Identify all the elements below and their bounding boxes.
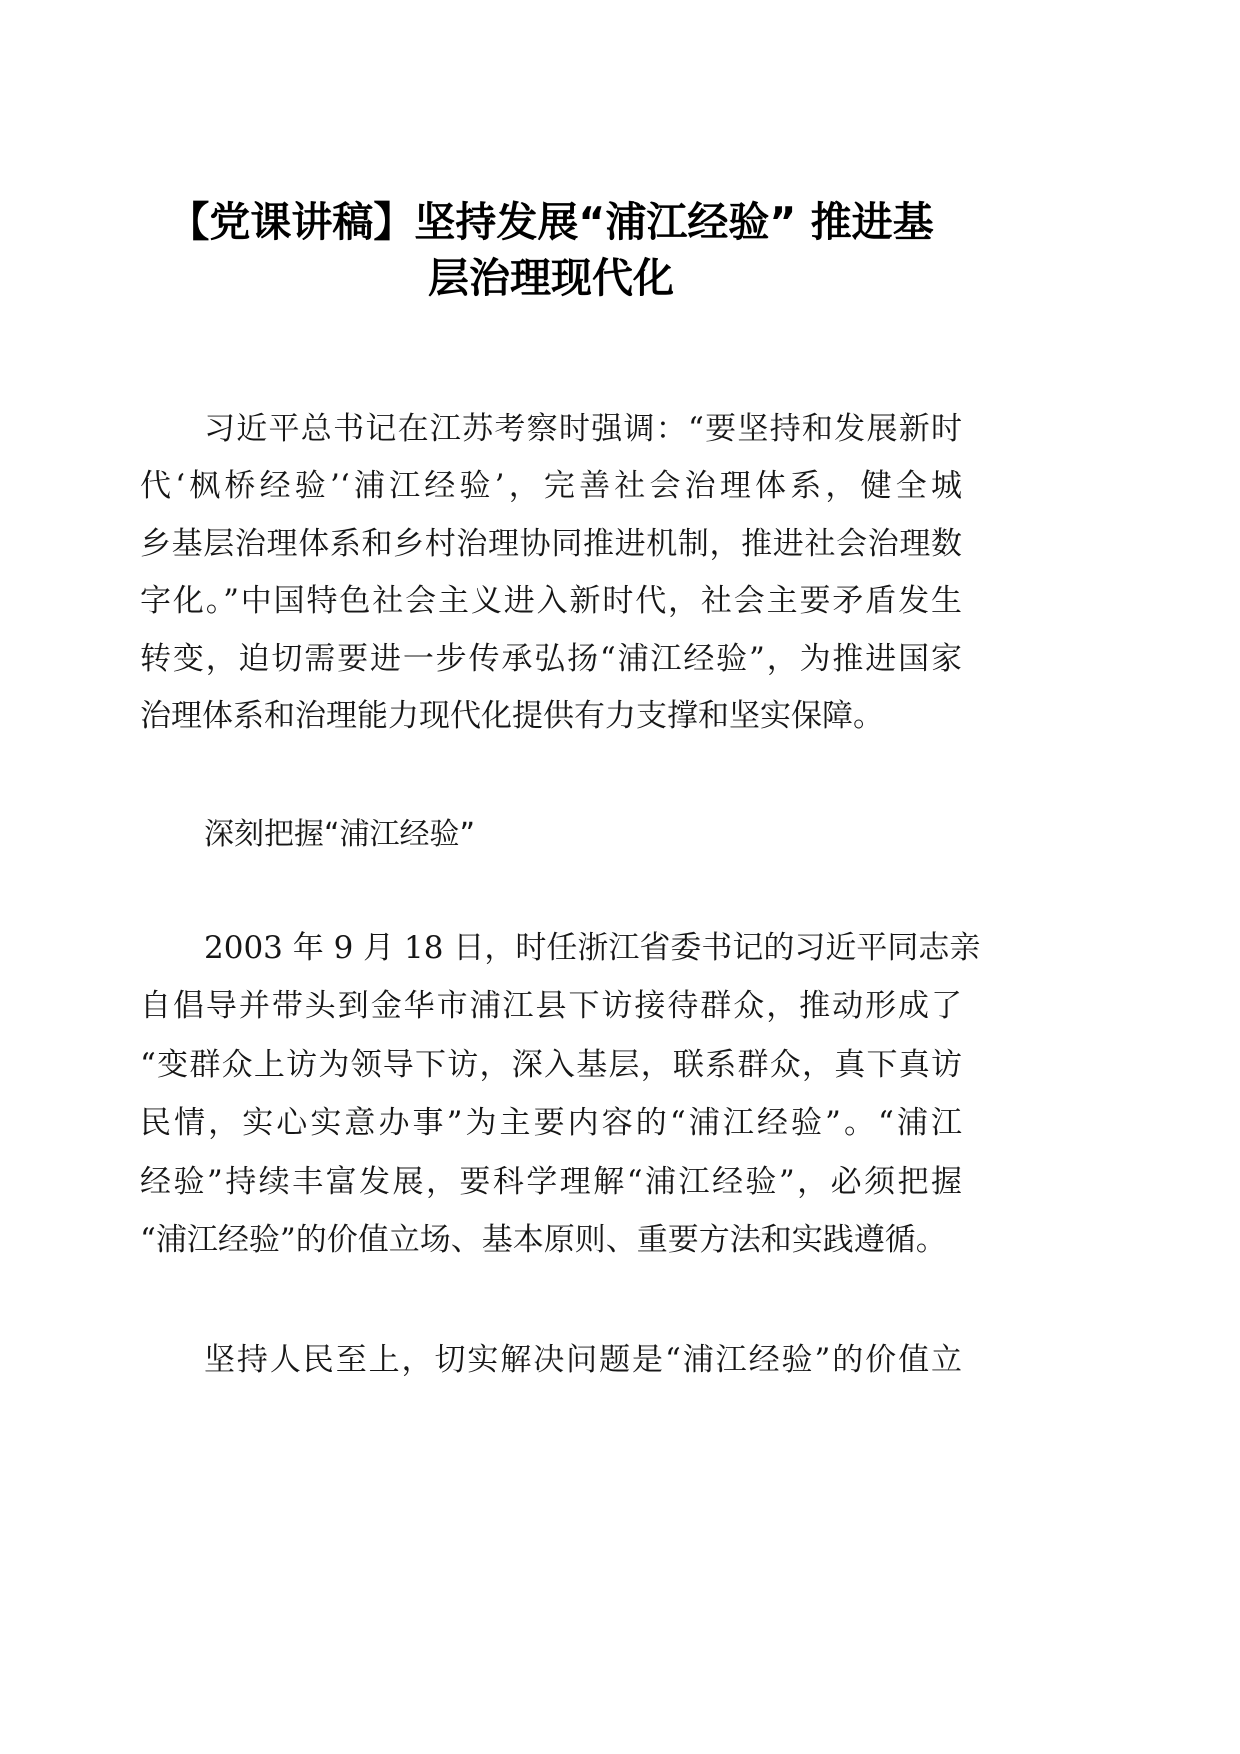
paragraph-line: 坚持人民至上，切实解决问题是“浦江经验”的价值立 <box>204 1342 962 1378</box>
paragraph-line: 经验”持续丰富发展，要科学理解“浦江经验”，必须把握 <box>140 1163 962 1200</box>
intro-paragraph <box>140 401 962 745</box>
title-line: 层治理现代化 <box>428 254 674 302</box>
paragraph-line: 转变，迫切需要进一步传承弘扬“浦江经验”，为推进国家 <box>140 640 962 677</box>
title-line: 【党课讲稿】坚持发展“浦江经验” 推进基 <box>168 198 934 246</box>
paragraph-line: 乡基层治理体系和乡村治理协同推进机制，推进社会治理数 <box>140 525 962 562</box>
paragraph-line: 代‘枫桥经验’‘浦江经验’，完善社会治理体系，健全城 <box>140 468 962 505</box>
paragraph-line: 自倡导并带头到金华市浦江县下访接待群众，推动形成了 <box>140 988 962 1025</box>
paragraph-line: “变群众上访为领导下访，深入基层，联系群众，真下真访 <box>140 1046 962 1083</box>
paragraph-line: 2003 年 9 月 18 日，时任浙江省委书记的习近平同志亲 <box>204 930 981 966</box>
section-paragraph <box>140 919 981 1269</box>
section-heading <box>140 806 962 864</box>
paragraph-line: 治理体系和治理能力现代化提供有力支撑和坚实保障。 <box>140 697 884 734</box>
document-title <box>140 194 962 306</box>
next-paragraph <box>140 1331 962 1389</box>
paragraph-line: “浦江经验”的价值立场、基本原则、重要方法和实践遵循。 <box>140 1221 947 1258</box>
section-heading-text: 深刻把握“浦江经验” <box>204 817 476 852</box>
paragraph-line: 民情，实心实意办事”为主要内容的“浦江经验”。“浦江 <box>140 1105 962 1142</box>
paragraph-line: 习近平总书记在江苏考察时强调：“要坚持和发展新时 <box>204 411 962 447</box>
paragraph-line: 字化。”中国特色社会主义进入新时代，社会主要矛盾发生 <box>140 583 962 620</box>
